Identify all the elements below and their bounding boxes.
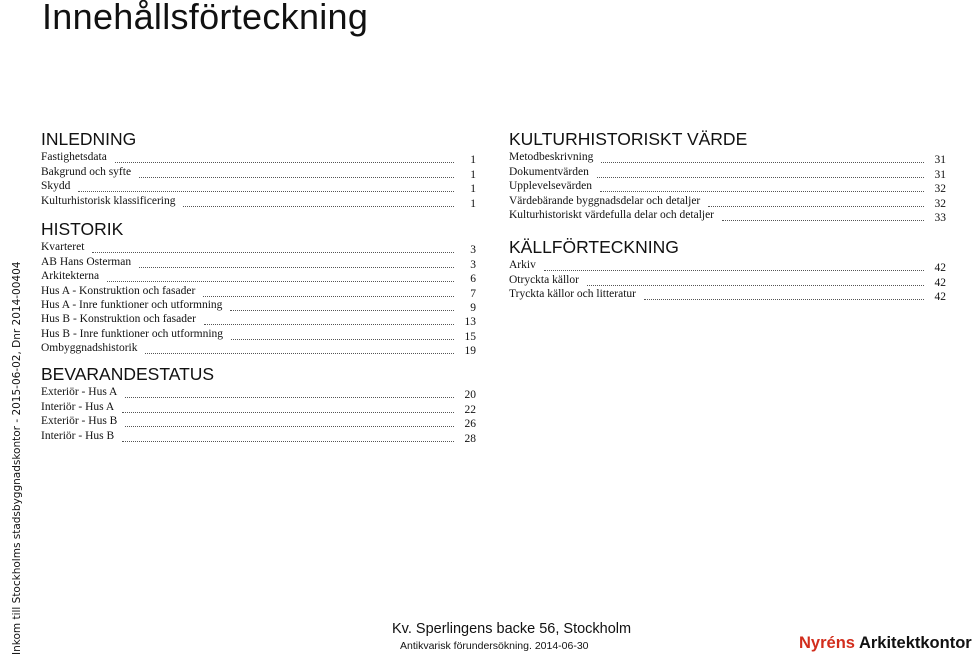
section-bevarandestatus	[41, 364, 476, 443]
toc-entry-label: Värdebärande byggnadsdelar och detaljer	[509, 194, 701, 207]
toc-entry-label: Hus A - Konstruktion och fasader	[41, 284, 196, 297]
toc-entry-page: 28	[464, 432, 476, 445]
toc-entry	[41, 428, 476, 445]
dot-leader	[204, 324, 454, 325]
toc-list	[509, 258, 946, 304]
toc-entry-label: Exteriör - Hus B	[41, 415, 118, 428]
dot-leader	[203, 296, 454, 297]
toc-entry-label: Hus B - Inre funktioner och utformning	[41, 327, 224, 340]
toc-entry-page: 42	[934, 276, 946, 289]
toc-entry	[509, 193, 946, 210]
toc-entry-page: 32	[934, 183, 946, 196]
section-historik	[41, 219, 476, 358]
toc-entry-label: Metodbeskrivning	[509, 151, 594, 164]
toc-entry	[41, 312, 476, 329]
toc-entry-label: Arkitekterna	[41, 270, 100, 283]
toc-entry-page: 6	[470, 273, 476, 286]
company-logo	[799, 634, 972, 653]
toc-entry	[41, 150, 476, 167]
toc-entry	[41, 254, 476, 271]
section-heading-kallforteckning: KÄLLFÖRTECKNING	[509, 237, 679, 257]
toc-entry-page: 42	[934, 262, 946, 275]
toc-entry-page: 15	[464, 330, 476, 343]
section-heading-historik: HISTORIK	[41, 219, 124, 239]
dot-leader	[122, 441, 454, 442]
dot-leader	[145, 353, 454, 354]
toc-entry-label: Otryckta källor	[509, 273, 579, 286]
report-subtitle: Antikvarisk förundersökning. 2014-06-30	[400, 640, 589, 652]
toc-entry-page: 9	[470, 301, 476, 314]
logo-part-arkitektkontor: Arkitektkontor	[858, 634, 972, 652]
toc-entry-label: Kulturhistoriskt värdefulla delar och detaljer	[509, 208, 715, 221]
toc-entry	[509, 150, 946, 167]
section-heading-inledning: INLEDNING	[41, 129, 137, 149]
toc-entry-label: Fastighetsdata	[41, 151, 107, 164]
toc-entry-page: 42	[934, 291, 946, 304]
toc-entry-label: Tryckta källor och litteratur	[509, 288, 636, 301]
toc-entry-page: 1	[470, 168, 476, 181]
dot-leader	[125, 426, 454, 427]
toc-entry-page: 1	[470, 183, 476, 196]
toc-entry-label: AB Hans Osterman	[41, 255, 132, 268]
dot-leader	[139, 177, 454, 178]
toc-list	[41, 385, 476, 443]
toc-entry-page: 3	[470, 244, 476, 257]
toc-entry-label: Kulturhistorisk klassificering	[41, 194, 176, 207]
toc-entry-label: Arkiv	[509, 259, 536, 272]
toc-entry-label: Skydd	[41, 180, 71, 193]
toc-entry-label: Hus A - Inre funktioner och utformning	[41, 298, 223, 311]
section-heading-bevarandestatus: BEVARANDESTATUS	[41, 364, 215, 384]
dot-leader	[708, 206, 924, 207]
toc-entry-label: Ombyggnadshistorik	[41, 342, 138, 355]
toc-entry-page: 13	[464, 316, 476, 329]
dot-leader	[544, 270, 924, 271]
toc-entry-page: 3	[470, 258, 476, 271]
project-address: Kv. Sperlingens backe 56, Stockholm	[392, 621, 632, 637]
toc-entry-label: Hus B - Konstruktion och fasader	[41, 313, 196, 326]
toc-entry-page: 7	[470, 287, 476, 300]
toc-entry-page: 33	[934, 211, 946, 224]
toc-entry-page: 31	[934, 154, 946, 167]
toc-entry-label: Bakgrund och syfte	[41, 165, 132, 178]
section-kulturhistoriskt-varde	[509, 129, 946, 222]
toc-list	[509, 150, 946, 222]
dot-leader	[139, 267, 454, 268]
toc-entry	[41, 164, 476, 181]
toc-entry	[41, 298, 476, 312]
dot-leader	[115, 162, 454, 163]
dot-leader	[231, 339, 454, 340]
toc-entry	[41, 414, 476, 431]
dot-leader	[92, 252, 454, 253]
dot-leader	[107, 281, 454, 282]
toc-entry	[509, 272, 946, 289]
page-title: Innehållsförteckning	[42, 0, 369, 37]
dot-leader	[183, 206, 454, 207]
toc-entry	[509, 164, 946, 181]
toc-entry-page: 1	[470, 197, 476, 210]
toc-entry	[509, 208, 946, 222]
toc-entry-page: 31	[934, 168, 946, 181]
dot-leader	[601, 162, 924, 163]
dot-leader	[230, 310, 454, 311]
dot-leader	[78, 191, 454, 192]
toc-entry-page: 1	[470, 154, 476, 167]
toc-list	[41, 150, 476, 208]
toc-entry-page: 22	[464, 403, 476, 416]
toc-entry	[509, 179, 946, 196]
dot-leader	[644, 299, 924, 300]
dot-leader	[597, 177, 924, 178]
toc-entry-label: Upplevelsevärden	[509, 180, 593, 193]
dot-leader	[125, 397, 454, 398]
section-inledning	[41, 129, 476, 208]
dot-leader	[587, 285, 924, 286]
toc-entry-page: 20	[464, 389, 476, 402]
logo-part-nyrens: Nyréns	[799, 634, 855, 652]
toc-entry	[41, 385, 476, 402]
toc-entry-label: Exteriör - Hus A	[41, 386, 118, 399]
toc-entry	[41, 341, 476, 358]
toc-entry	[41, 269, 476, 286]
toc-entry-label: Dokumentvärden	[509, 165, 589, 178]
toc-entry	[41, 193, 476, 210]
toc-entry-label: Kvarteret	[41, 241, 85, 254]
toc-entry-label: Interiör - Hus A	[41, 400, 115, 413]
toc-list	[41, 240, 476, 358]
toc-entry-page: 19	[464, 345, 476, 358]
toc-entry	[41, 326, 476, 343]
toc-entry-page: 32	[934, 197, 946, 210]
toc-entry	[41, 399, 476, 416]
dot-leader	[722, 220, 924, 221]
dot-leader	[122, 412, 454, 413]
dot-leader	[600, 191, 924, 192]
receipt-stamp: Inkom till Stockholms stadsbyggnadskontor - 2015-06-02, Dnr 2014-00404	[11, 261, 23, 655]
toc-entry	[41, 179, 476, 196]
toc-entry-label: Interiör - Hus B	[41, 429, 115, 442]
section-heading-kulturhistoriskt-varde: KULTURHISTORISKT VÄRDE	[509, 129, 748, 149]
toc-entry	[509, 258, 946, 275]
toc-entry	[41, 283, 476, 300]
toc-entry	[509, 287, 946, 304]
toc-entry-page: 26	[464, 418, 476, 431]
toc-entry	[41, 240, 476, 257]
section-kallforteckning	[509, 237, 946, 304]
